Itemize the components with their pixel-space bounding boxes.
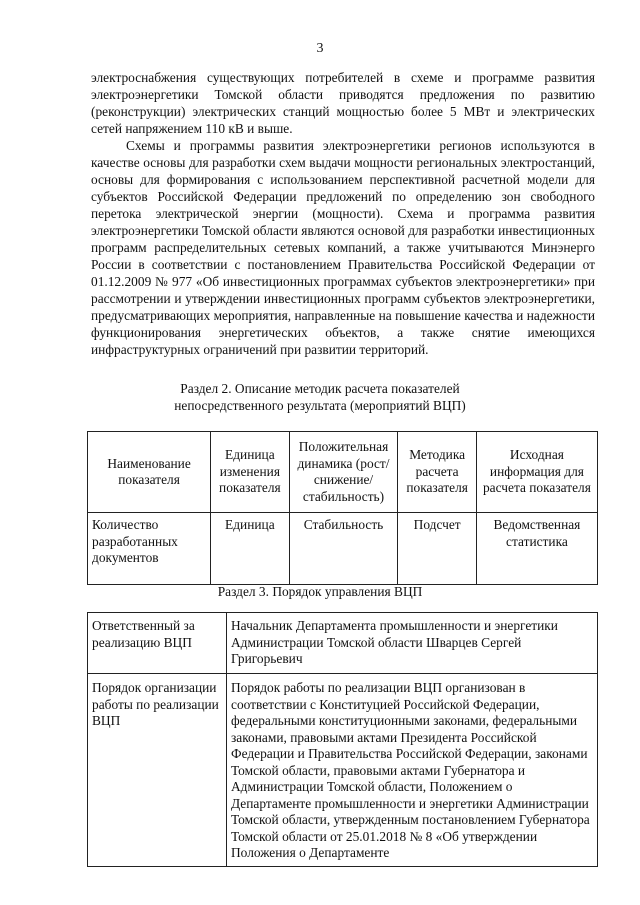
section2-title xyxy=(0,380,640,414)
cell-unit: Единица xyxy=(211,513,289,585)
cell-method: Подсчет xyxy=(398,513,476,585)
indicators-method-table xyxy=(87,431,598,585)
cell-source-info: Ведомственная статистика xyxy=(476,513,597,585)
cell-procedure-label: Порядок организации работы по реализации ВЦП xyxy=(88,674,227,867)
body-text xyxy=(91,69,595,358)
paragraph-schemes: Схемы и программы развития электроэнергетики регионов используются в качестве основы для разработки схем выдачи мощности региональных электростанций, основы для формирования с использованием перспективной расчетной модели для субъектов Российской Федерации предложений по определению зон свободного перетока электрической энергии (мощности). Схема и программа развития электроэнергетики Томской области являются основой для разработки инвестиционных программ распределительных сетевых компаний, а также учитываются Минэнерго России в соответствии с постановлением Правительства Российской Федерации от 01.12.2009 № 977 «Об инвестиционных программах субъектов электроэнергетики» при рассмотрении и утверждении инвестиционных программ субъектов электроэнергетики, предусматривающих мероприятия, направленные на повышение качества и надежности функционирования энергетических объектов, а также снятие имеющихся инфраструктурных ограничений при развитии территорий. xyxy=(91,138,595,357)
paragraph-continued: электроснабжения существующих потребителей в схеме и программе развития электроэнергетики Томской области приводятся предложения по развитию (реконструкции) электрических станций мощностью более 5 МВт и электрических сетей напряжением 110 кВ и выше. xyxy=(91,70,595,136)
management-table xyxy=(87,612,598,867)
header-indicator-name: Наименование показателя xyxy=(88,432,211,513)
cell-dynamics: Стабильность xyxy=(289,513,398,585)
table-row xyxy=(88,613,598,674)
section2-title-line1: Раздел 2. Описание методик расчета показателей xyxy=(180,381,460,396)
header-dynamics: Положительная динамика (рост/снижение/ стабильность) xyxy=(289,432,398,513)
header-unit: Единица изменения показателя xyxy=(211,432,289,513)
section3-title: Раздел 3. Порядок управления ВЦП xyxy=(217,584,423,599)
header-source-info: Исходная информация для расчета показателя xyxy=(476,432,597,513)
cell-procedure-value: Порядок работы по реализации ВЦП организован в соответствии с Конституцией Российской Федерации, федеральными конституционными законами, федеральными законами, правовыми актами Президента Российской Федерации и Правительства Российской Федерации, законами Томской области, правовыми актами Губернатора и Администрации Томской области, Положением о Департаменте промышленности и энергетики Администрации Томской области, утвержденным постановлением Губернатора Томской области от 25.01.2018 № 8 «Об утверждении Положения о Департаменте xyxy=(227,674,598,867)
cell-responsible-value: Начальник Департамента промышленности и энергетики Администрации Томской области Шварцев Сергей Григорьевич xyxy=(227,613,598,674)
table-header-row xyxy=(88,432,598,513)
header-method: Методика расчета показателя xyxy=(398,432,476,513)
table-row xyxy=(88,674,598,867)
cell-indicator-name: Количество разработанных документов xyxy=(88,513,211,585)
cell-responsible-label: Ответственный за реализацию ВЦП xyxy=(88,613,227,674)
page-number: 3 xyxy=(316,41,324,56)
section2-title-line2: непосредственного результата (мероприятий ВЦП) xyxy=(174,398,466,413)
table-row xyxy=(88,513,598,585)
